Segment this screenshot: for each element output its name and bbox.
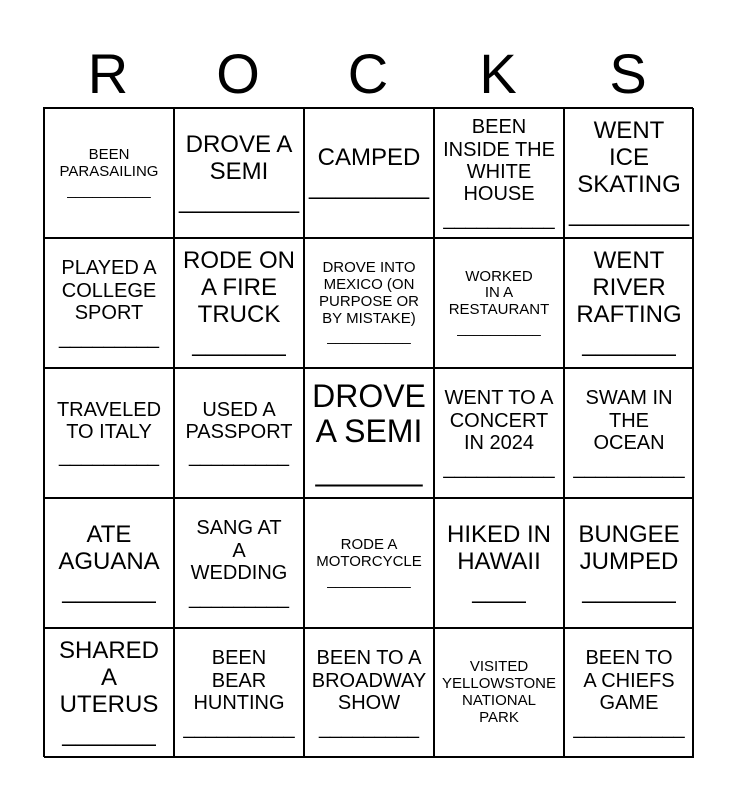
signature-line: _______ (582, 576, 676, 604)
cell-label: DROVE A SEMI (185, 130, 293, 185)
bingo-cell[interactable] (434, 108, 564, 238)
signature-line: _________ (188, 445, 290, 468)
bingo-header (43, 40, 693, 108)
cell-label: TRAVELED TO ITALY (56, 398, 162, 443)
cell-label: USED A PASSPORT (185, 398, 293, 443)
signature-line: _______ (582, 330, 676, 358)
bingo-cell[interactable] (304, 498, 434, 628)
signature-line: __________ (183, 716, 295, 739)
cell-label: BEEN TO A BROADWAY SHOW (311, 647, 427, 715)
cell-label: SANG AT A WEDDING (190, 517, 288, 585)
cell-label: VISITED YELLOWSTONE NATIONAL PARK (442, 658, 556, 726)
cell-label: BEEN INSIDE THE WHITE HOUSE (443, 116, 555, 206)
bingo-cell[interactable] (564, 498, 694, 628)
signature-line: __________ (67, 181, 151, 199)
cell-label: ATE AGUANA (58, 520, 160, 575)
signature-line: _________ (568, 200, 690, 228)
cell-label: CAMPED (317, 144, 421, 172)
bingo-cell[interactable] (564, 628, 694, 758)
signature-line: ______ (315, 451, 423, 488)
signature-line: __________ (327, 571, 411, 589)
bingo-cell[interactable] (564, 368, 694, 498)
header-letter: R (87, 42, 129, 105)
bingo-cell[interactable] (44, 628, 174, 758)
bingo-cell[interactable] (44, 238, 174, 368)
signature-line: __________ (327, 328, 411, 346)
bingo-cell[interactable] (174, 368, 304, 498)
cell-label: HIKED IN HAWAII (446, 520, 551, 575)
cell-label: RODE A MOTORCYCLE (316, 535, 422, 570)
signature-line: _________ (308, 173, 430, 201)
cell-label: SHARED A UTERUS (58, 637, 160, 719)
cell-label: BEEN TO A CHIEFS GAME (583, 647, 675, 715)
cell-label: WENT TO A CONCERT IN 2024 (444, 387, 554, 455)
bingo-cell[interactable] (434, 628, 564, 758)
cell-label: PLAYED A COLLEGE SPORT (61, 257, 157, 325)
signature-line: _________ (58, 445, 160, 468)
cell-label: WENT RIVER RAFTING (576, 247, 682, 329)
cell-label: SWAM IN THE OCEAN (585, 387, 673, 455)
bingo-cell[interactable] (174, 628, 304, 758)
signature-line: __________ (457, 319, 541, 337)
bingo-cell[interactable] (564, 108, 694, 238)
cell-label: BUNGEE JUMPED (578, 520, 680, 575)
signature-line: __________ (443, 456, 555, 479)
header-letter: K (479, 42, 517, 105)
bingo-cell[interactable] (44, 368, 174, 498)
bingo-cell[interactable] (304, 368, 434, 498)
cell-label: BEEN BEAR HUNTING (193, 647, 285, 715)
bingo-cell[interactable] (304, 108, 434, 238)
cell-label: DROVE INTO MEXICO (ON PURPOSE OR BY MISTAKE) (318, 259, 420, 327)
header-letter: O (216, 42, 260, 105)
bingo-cell[interactable] (174, 498, 304, 628)
signature-line: __________ (443, 207, 555, 230)
signature-line: _______ (62, 576, 156, 604)
signature-line: ____ (472, 576, 526, 604)
header-letter: C (347, 42, 389, 105)
bingo-cell[interactable] (564, 238, 694, 368)
signature-line: _______ (62, 720, 156, 748)
bingo-cell[interactable] (304, 628, 434, 758)
signature-line: _______ (192, 330, 286, 358)
bingo-grid (43, 107, 693, 757)
signature-line: _________ (178, 186, 300, 214)
cell-label: BEEN PARASAILING (59, 145, 159, 180)
bingo-cell[interactable] (434, 368, 564, 498)
cell-label: DROVE A SEMI (312, 377, 426, 450)
bingo-cell[interactable] (44, 498, 174, 628)
signature-line: __________ (573, 716, 685, 739)
signature-line: __________ (573, 456, 685, 479)
bingo-cell[interactable] (434, 238, 564, 368)
bingo-cell[interactable] (304, 238, 434, 368)
bingo-cell[interactable] (434, 498, 564, 628)
cell-label: WENT ICE SKATING (577, 117, 681, 199)
bingo-cell[interactable] (174, 108, 304, 238)
cell-label: WORKED IN A RESTAURANT (448, 267, 550, 319)
signature-line: _________ (188, 586, 290, 609)
bingo-cell[interactable] (44, 108, 174, 238)
header-letter: S (609, 42, 647, 105)
signature-line: _________ (318, 716, 420, 739)
cell-label: RODE ON A FIRE TRUCK (182, 247, 295, 329)
bingo-cell[interactable] (174, 238, 304, 368)
signature-line: _________ (58, 326, 160, 349)
